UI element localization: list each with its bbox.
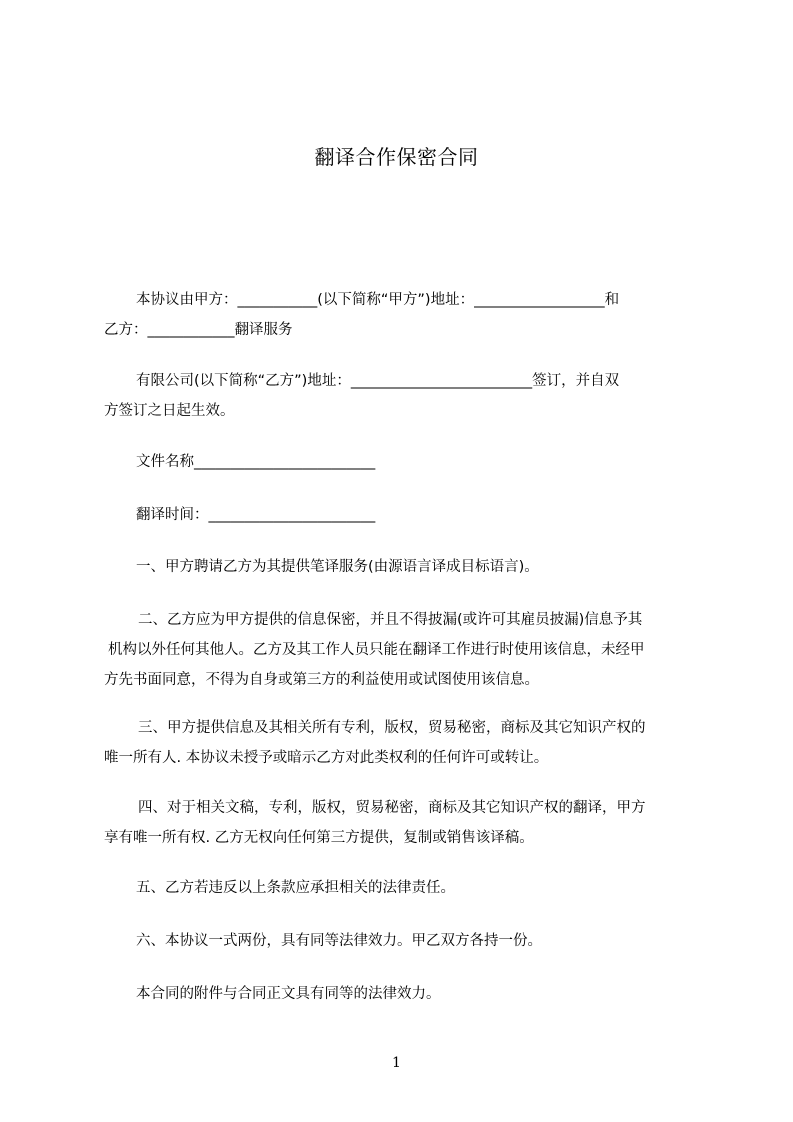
clause-4: [104, 793, 701, 853]
clause-2-line-3: 方先书面同意，不得为自身或第三方的利益使用或试图使用该信息。: [104, 672, 539, 688]
clause-4-line-2: 享有唯一所有权. 乙方无权向任何第三方提供，复制或销售该译稿。: [104, 830, 534, 846]
clause-3-line-1: 三、甲方提供信息及其相关所有专利，版权，贸易秘密，商标及其它知识产权的: [138, 720, 646, 736]
page-number: 1: [392, 1055, 401, 1071]
file-name-paragraph: [104, 447, 701, 477]
intro-line-2: 乙方：____________翻译服务: [104, 322, 293, 338]
translate-time-paragraph: [104, 500, 701, 530]
company-line-1: 有限公司(以下简称“乙方”)地址：_________________________签订，并自双: [136, 373, 620, 389]
clause-2: [104, 605, 701, 695]
intro-paragraph: [104, 285, 701, 345]
clause-2-line-2: 机构以外任何其他人。乙方及其工作人员只能在翻译工作进行时使用该信息，未经甲: [108, 642, 645, 658]
document-title: 翻译合作保密合同: [314, 145, 479, 169]
appendix-line: 本合同的附件与合同正文具有同等的法律效力。: [136, 986, 441, 1002]
clause-6: [104, 926, 701, 956]
translate-time-line: 翻译时间：_______________________: [136, 507, 376, 523]
clause-3-line-2: 唯一所有人. 本协议未授予或暗示乙方对此类权利的任何许可或转让。: [104, 750, 549, 766]
intro-line-1: 本协议由甲方：___________(以下简称“甲方”)地址：__________________和: [136, 292, 620, 308]
clause-1: [104, 552, 701, 582]
company-line-2: 方签订之日起生效。: [104, 403, 235, 419]
clause-5-line: 五、乙方若违反以上条款应承担相关的法律责任。: [136, 880, 455, 896]
clause-1-line: 一、甲方聘请乙方为其提供笔译服务(由源语言译成目标语言)。: [136, 559, 539, 575]
clause-6-line: 六、本协议一式两份，具有同等法律效力。甲乙双方各持一份。: [136, 933, 542, 949]
company-paragraph: [104, 366, 701, 426]
clause-3: [104, 713, 701, 773]
file-name-line: 文件名称_________________________: [136, 454, 376, 470]
clause-5: [104, 873, 701, 903]
appendix-clause: [104, 979, 701, 1009]
clause-4-line-1: 四、对于相关文稿，专利，版权，贸易秘密，商标及其它知识产权的翻译，甲方: [138, 800, 646, 816]
clause-2-line-1: 二、乙方应为甲方提供的信息保密，并且不得披漏(或许可其雇员披漏)信息予其: [138, 612, 643, 628]
